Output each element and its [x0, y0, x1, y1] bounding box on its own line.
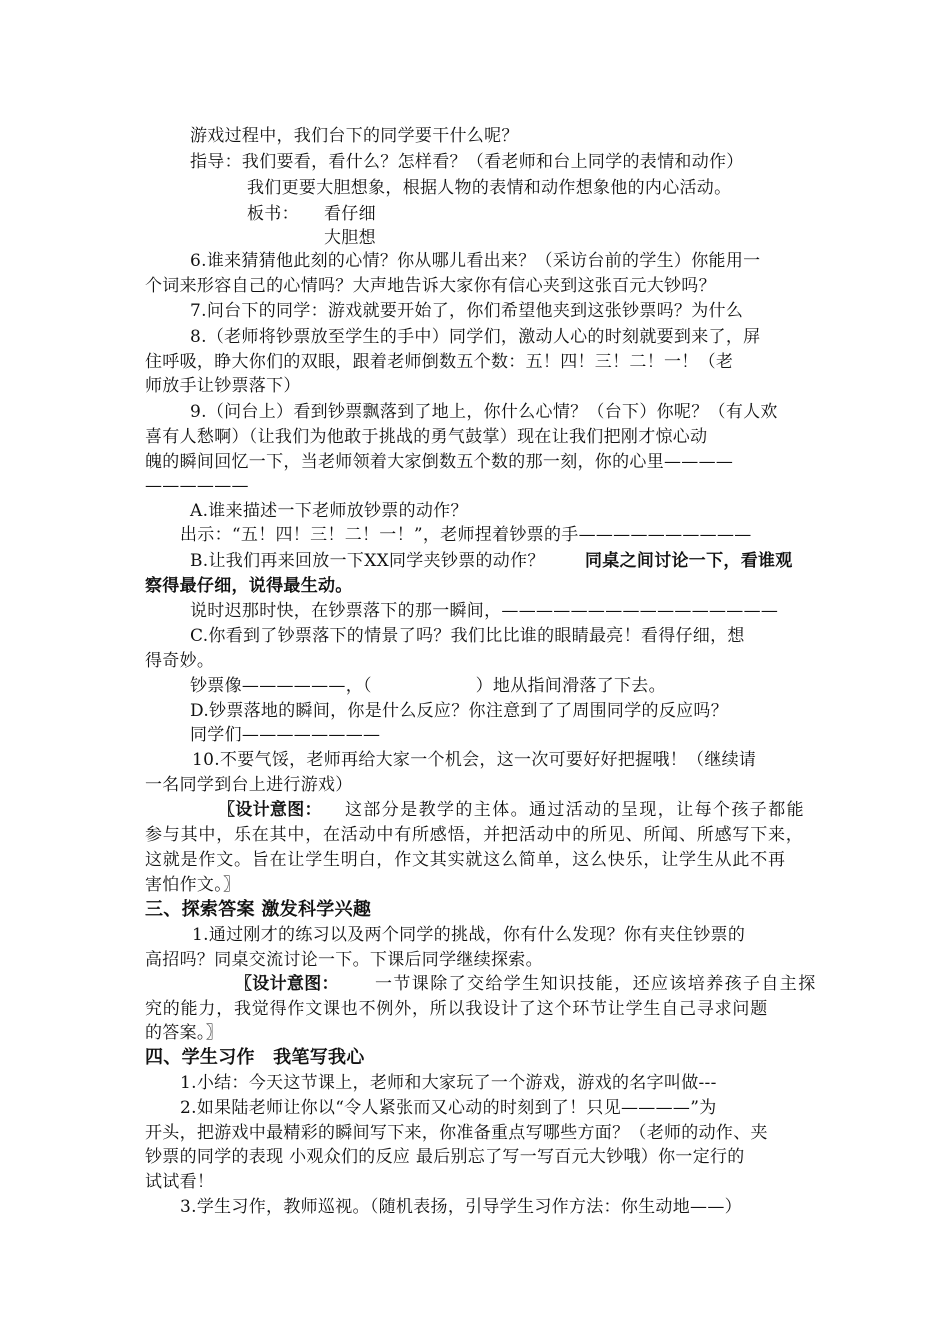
design-intent-label: 〖设计意图： [218, 800, 322, 820]
text-line: 10.不要气馁，老师再给大家一个机会，这一次可要好好把握哦！（继续请 [192, 750, 757, 770]
design-intent-text: 究的能力，我觉得作文课也不例外，所以我设计了这个环节让学生自己寻求问题 [145, 999, 768, 1019]
text-line: 得奇妙。 [145, 651, 215, 671]
text-line: C.你看到了钞票落下的情景了吗？我们比比谁的眼睛最亮！看得仔细，想 [190, 626, 745, 646]
text-line: 开头，把游戏中最精彩的瞬间写下来，你准备重点写哪些方面？（老师的动作、夹 [145, 1123, 768, 1143]
text-line: B.让我们再来回放一下XX同学夹钞票的动作？ [190, 551, 545, 571]
text-line: A.谁来描述一下老师放钞票的动作？ [190, 501, 468, 521]
text-line: 指导：我们要看，看什么？怎样看？（看老师和台上同学的表情和动作） [190, 152, 744, 172]
text-line: 同学们———————— [190, 725, 381, 745]
text-line: 大胆想 [324, 228, 376, 248]
text-line: —————— [145, 476, 249, 496]
text-line: 我们更要大胆想象，根据人物的表情和动作想象他的内心活动。 [247, 178, 732, 198]
text-line: 9.（问台上）看到钞票飘落到了地上，你什么心情？（台下）你呢？（有人欢 [190, 402, 778, 422]
text-line: 试试看！ [145, 1172, 215, 1192]
design-intent-text: 害怕作文。〗 [145, 875, 241, 895]
text-line: 喜有人愁啊）（让我们为他敢于挑战的勇气鼓掌）现在让我们把刚才惊心动 [145, 427, 708, 447]
text-line: 住呼吸，睁大你们的双眼，跟着老师倒数五个数：五！四！三！二！一！（老 [145, 352, 734, 372]
section-heading: 三、探索答案 激发科学兴趣 [145, 899, 372, 920]
design-intent-label: 〖设计意图： [235, 974, 339, 994]
text-line: 看仔细 [324, 204, 376, 224]
design-intent-text: 参与其中，乐在其中，在活动中有所感悟，并把活动中的所见、所闻、所感写下来， [145, 825, 804, 845]
text-line: 3.学生习作，教师巡视。（随机表扬，引导学生习作方法：你生动地——） [180, 1197, 742, 1217]
text-line: 7.问台下的同学：游戏就要开始了，你们希望他夹到这张钞票吗？为什么 [190, 301, 744, 321]
text-line: 1.通过刚才的练习以及两个同学的挑战，你有什么发现？你有夹住钞票的 [192, 925, 746, 945]
text-line: 说时迟那时快，在钞票落下的那一瞬间，———————————————— [190, 601, 779, 621]
text-line: 师放手让钞票落下） [145, 376, 301, 396]
text-line: 游戏过程中，我们台下的同学要干什么呢？ [190, 126, 519, 146]
design-intent-text: 的答案。〗 [145, 1023, 223, 1043]
text-line: 一名同学到台上进行游戏） [145, 775, 353, 795]
section-heading: 四、学生习作 我笔写我心 [145, 1047, 365, 1068]
emphasis-text: 同桌之间讨论一下，看谁观 [585, 551, 793, 571]
design-intent-text: 这就是作文。旨在让学生明白，作文其实就这么简单，这么快乐，让学生从此不再 [145, 850, 786, 870]
text-line: 板书： [247, 204, 299, 224]
text-line: 钞票像——————，（ ）地从指间滑落了下去。 [190, 676, 666, 696]
text-line: 个词来形容自己的心情吗？大声地告诉大家你有信心夹到这张百元大钞吗？ [145, 276, 716, 296]
emphasis-text: 察得最仔细，说得最生动。 [145, 576, 353, 596]
text-line: 出示：“五！四！三！二！一！”，老师捏着钞票的手—————————— [180, 525, 752, 545]
design-intent-text: 这部分是教学的主体。通过活动的呈现，让每个孩子都能 [345, 800, 805, 820]
text-line: 1.小结：今天这节课上，老师和大家玩了一个游戏，游戏的名字叫做--- [180, 1073, 717, 1093]
design-intent-text: 一节课除了交给学生知识技能，还应该培养孩子自主探 [375, 974, 817, 994]
text-line: 魄的瞬间回忆一下，当老师领着大家倒数五个数的那一刻，你的心里———— [145, 452, 734, 472]
text-line: 钞票的同学的表现 小观众们的反应 最后别忘了写一写百元大钞哦）你一定行的 [145, 1147, 745, 1167]
text-line: 8.（老师将钞票放至学生的手中）同学们，激动人心的时刻就要到来了，屏 [190, 327, 761, 347]
text-line: 2.如果陆老师让你以“令人紧张而又心动的时刻到了！只见————”为 [180, 1098, 717, 1118]
text-line: 高招吗？同桌交流讨论一下。下课后同学继续探索。 [145, 950, 543, 970]
text-line: 6.谁来猜猜他此刻的心情？你从哪儿看出来？（采访台前的学生）你能用一 [190, 251, 761, 271]
text-line: D.钞票落地的瞬间，你是什么反应？你注意到了了周围同学的反应吗？ [190, 701, 729, 721]
